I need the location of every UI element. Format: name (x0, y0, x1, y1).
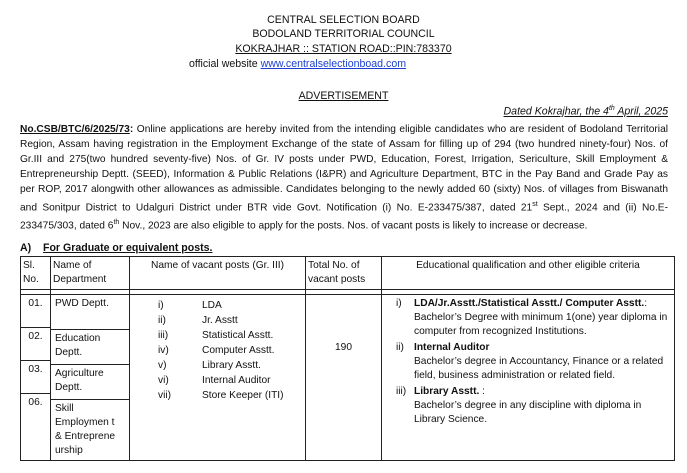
qual-item (396, 297, 672, 339)
header-qual: Educational qualification and other eligible criteria (382, 257, 675, 290)
qual-title: LDA/Jr.Asstt./Statistical Asstt./ Computer Asstt. (414, 298, 645, 309)
table-header-row (21, 257, 675, 290)
notice-ref: No.CSB/BTC/6/2025/73 (20, 124, 130, 135)
qual-num: i) (396, 298, 402, 309)
table-row (21, 295, 675, 461)
post-num: i) (158, 300, 164, 311)
post-name: Library Asstt. (202, 360, 261, 371)
qual-text: Bachelor’s degree in Accountancy, Finance or a related field, business administration or related field. (414, 356, 664, 381)
posts-cell (130, 295, 306, 461)
notice-ref-colon: : (129, 124, 134, 135)
date-line (504, 105, 668, 118)
post-name: Statistical Asstt. (202, 330, 274, 341)
post-name: Store Keeper (ITI) (202, 390, 284, 401)
qual-item (396, 385, 672, 427)
qual-num: iii) (396, 386, 407, 397)
post-num: iii) (158, 330, 169, 341)
qual-cell (382, 295, 675, 461)
sl-cell: 02. (21, 328, 50, 361)
dept-cell: Education Deptt. (51, 330, 129, 365)
notice-body-1: Online applications are hereby invited from the intending eligible candidates who are resident of Bodoland Territorial Region, Assam having registration in the Employment Exchange of the state of Assam for filling up of 294 (two hundred ninety-four) Nos. of Gr.III and 275(two hundred seventy-five) Nos. of Gr. IV posts under PWD, Education, Forest, Irrigation, Sericulture, Skill Employment & Entrepreneurship Deptt. (SEED), Information & Public Relations (I&PR) and Agriculture Department, BTC in the Pay Band and Grade Pay as per ROP, 2017 alongwith other allowances as admissible. Candidates belonging to the newly added 60 (sixty) Nos. of villages from Biswanath and Sonitpur District to Udalguri District under BTR vide Govt. Notification (i) No. E-233475/387, dated 21 (20, 124, 668, 214)
qual-tail: : (479, 386, 485, 397)
board-name: CENTRAL SELECTION BOARD (267, 14, 420, 26)
date-prefix: Dated Kokrajhar, the 4 (503, 105, 609, 118)
address-text: KOKRAJHAR :: STATION ROAD::PIN:783370 (235, 43, 452, 55)
header-sl: Sl. No. (21, 257, 51, 290)
post-name: Jr. Asstt (202, 315, 238, 326)
notice-body-3: Nov., 2023 are also eligible to apply for the posts. Nos. of vacant posts is likely to increase or decrease. (119, 220, 588, 232)
section-a-label: A) (20, 242, 32, 254)
sl-cell: 03. (21, 361, 50, 394)
header-dept: Name of Department (51, 257, 130, 290)
post-name: Computer Asstt. (202, 345, 275, 356)
post-num: v) (158, 360, 167, 371)
sl-cell: 06. (28, 397, 43, 408)
dept-cell: Agriculture Deptt. (51, 365, 129, 400)
total-cell: 190 (306, 295, 382, 461)
post-num: vi) (158, 375, 169, 386)
qual-title: Internal Auditor (414, 342, 490, 353)
sl-cell: 01. (21, 295, 50, 328)
section-a-title: For Graduate or equivalent posts. (42, 242, 213, 254)
qual-list (384, 297, 672, 427)
notice-sup-1: st (532, 201, 538, 208)
advertisement-title (0, 89, 687, 103)
website-link[interactable]: www.centralselectionboad.com (260, 58, 407, 70)
advertisement-title-text: ADVERTISEMENT (298, 90, 389, 102)
qual-text: Bachelor’s Degree with minimum 1(one) year diploma in computer from recognized Institutions. (414, 312, 668, 337)
qual-title: Library Asstt. (414, 386, 480, 397)
post-num: iv) (158, 345, 169, 356)
notice-body-2: Sept., 2024 and (ii) No.E-233475/303, dated 6 (20, 202, 668, 232)
qual-tail: : (644, 298, 648, 309)
qual-item (396, 341, 672, 383)
notice-paragraph (20, 122, 668, 234)
qual-num: ii) (396, 342, 404, 353)
notice-sup-2: th (113, 219, 120, 227)
post-name: LDA (202, 300, 222, 311)
post-num: vii) (158, 390, 172, 401)
qual-text: Bachelor’s degree in any discipline with diploma in Library Science. (414, 400, 642, 425)
dept-cell: PWD Deptt. (51, 295, 129, 330)
council-name: BODOLAND TERRITORIAL COUNCIL (252, 28, 435, 40)
posts-list (132, 297, 303, 403)
address-line (0, 42, 687, 56)
header-posts: Name of vacant posts (Gr. III) (130, 257, 306, 290)
website-label: official website (188, 58, 261, 70)
dept-column (51, 295, 130, 461)
post-num: ii) (158, 315, 166, 326)
post-name: Internal Auditor (202, 375, 271, 386)
section-a-heading (20, 242, 213, 254)
date-sup: th (608, 105, 615, 112)
posts-table (20, 256, 675, 461)
sl-column (21, 295, 51, 461)
website-line (0, 57, 641, 71)
header-total: Total No. of vacant posts (306, 257, 382, 290)
date-suffix: April, 2025 (614, 105, 668, 118)
dept-cell: Skill Employmen t & Entreprene urship (55, 403, 116, 456)
